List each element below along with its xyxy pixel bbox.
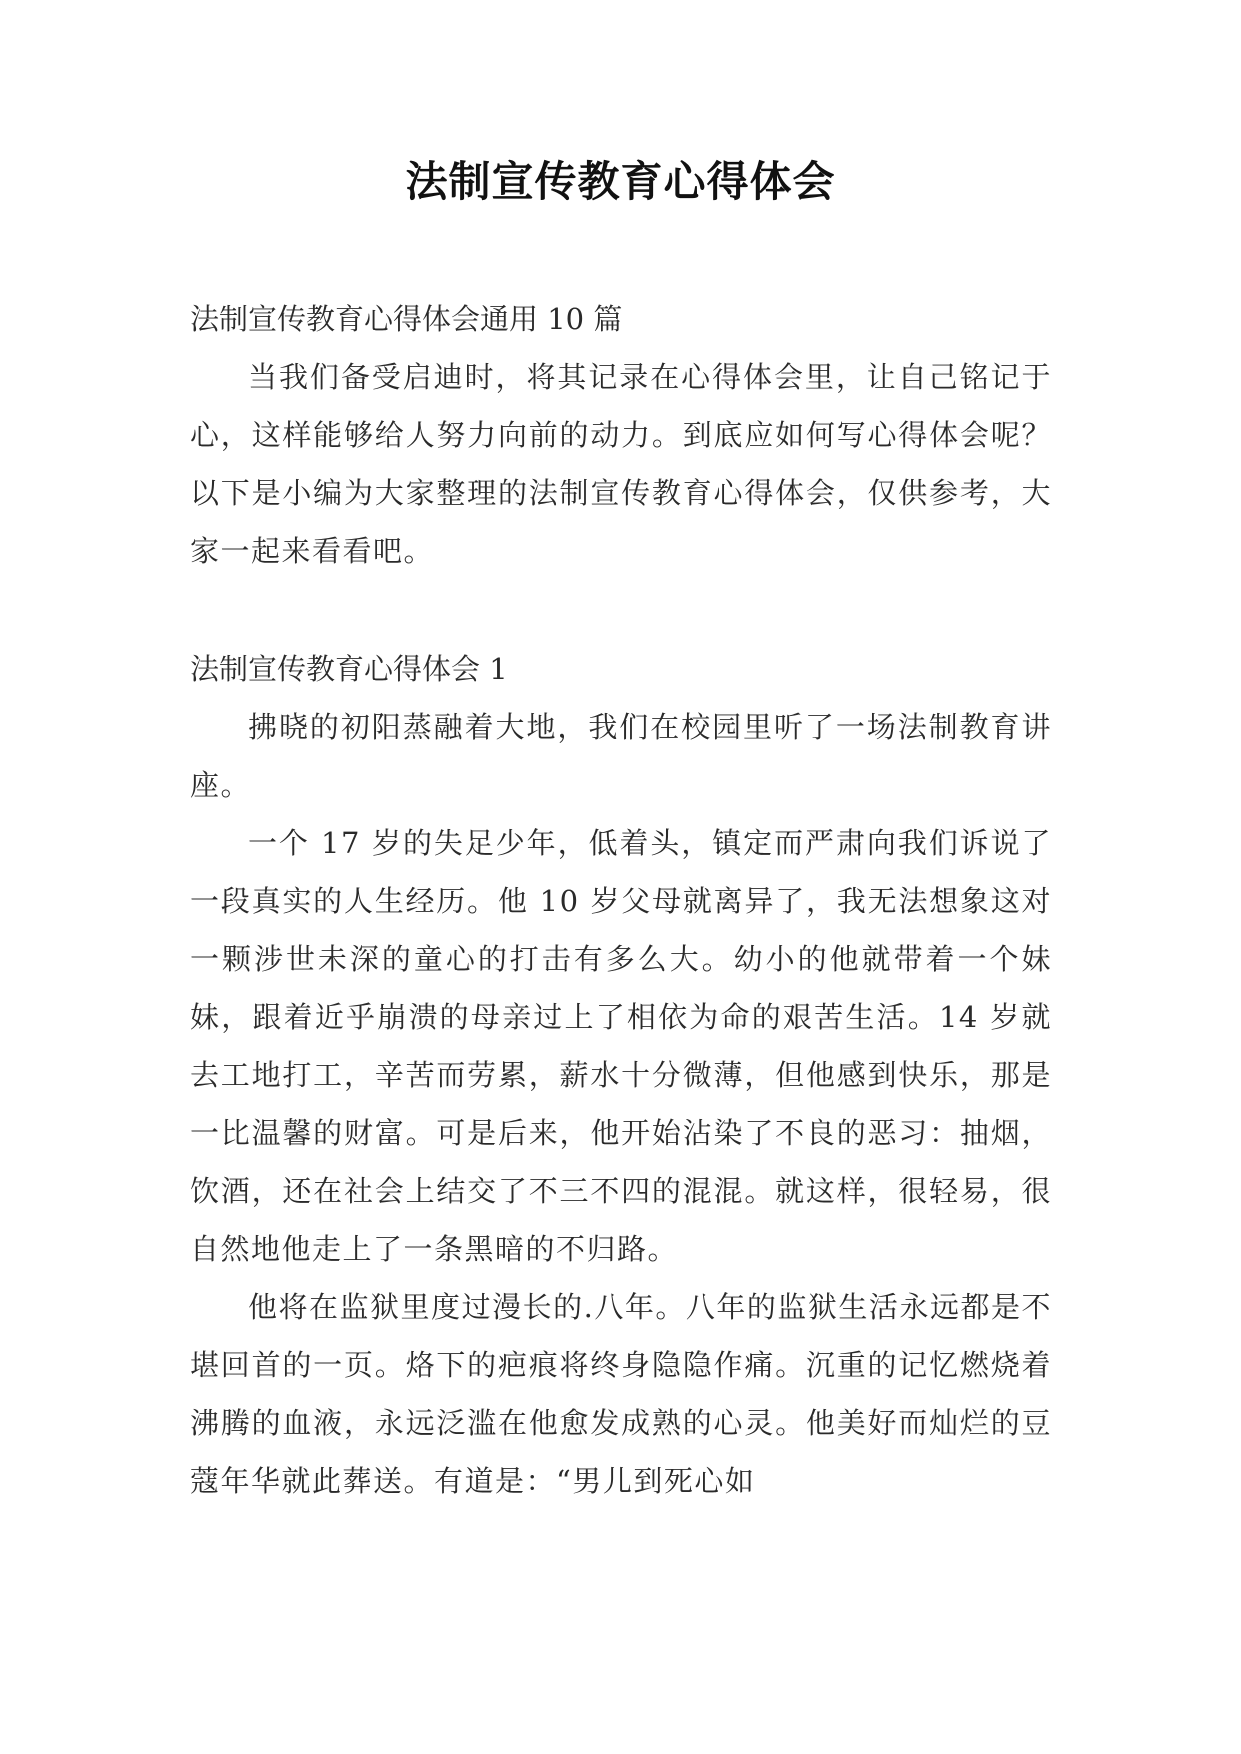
body-paragraph: 一个 17 岁的失足少年，低着头，镇定而严肃向我们诉说了一段真实的人生经历。他 10 岁父母就离异了，我无法想象这对一颗涉世未深的童心的打击有多么大。幼小的他就带着一个妹妹，跟着近乎崩溃的母亲过上了相依为命的艰苦生活。14 岁就去工地打工，辛苦而劳累，薪水十分微薄，但他感到快乐，那是一比温馨的财富。可是后来，他开始沾染了不良的恶习：抽烟，饮酒，还在社会上结交了不三不四的混混。就这样，很轻易，很自然地他走上了一条黑暗的不归路。 xyxy=(190,826,1052,1266)
intro-paragraph: 当我们备受启迪时，将其记录在心得体会里，让自己铭记于心，这样能够给人努力向前的动力。到底应如何写心得体会呢？以下是小编为大家整理的法制宣传教育心得体会，仅供参考，大家一起来看看吧。 xyxy=(190,360,1052,568)
document-body xyxy=(190,290,1052,1510)
section-gap xyxy=(190,580,1052,640)
section-heading: 法制宣传教育心得体会 1 xyxy=(190,652,508,686)
document-subtitle: 法制宣传教育心得体会通用 10 篇 xyxy=(190,302,623,336)
document-title: 法制宣传教育心得体会 xyxy=(405,157,836,206)
body-paragraph: 他将在监狱里度过漫长的.八年。八年的监狱生活永远都是不堪回首的一页。烙下的疤痕将终身隐隐作痛。沉重的记忆燃烧着沸腾的血液，永远泛滥在他愈发成熟的心灵。他美好而灿烂的豆蔻年华就此葬送。有道是：“男儿到死心如 xyxy=(190,1290,1052,1498)
body-paragraph: 拂晓的初阳蒸融着大地，我们在校园里听了一场法制教育讲座。 xyxy=(190,710,1052,802)
